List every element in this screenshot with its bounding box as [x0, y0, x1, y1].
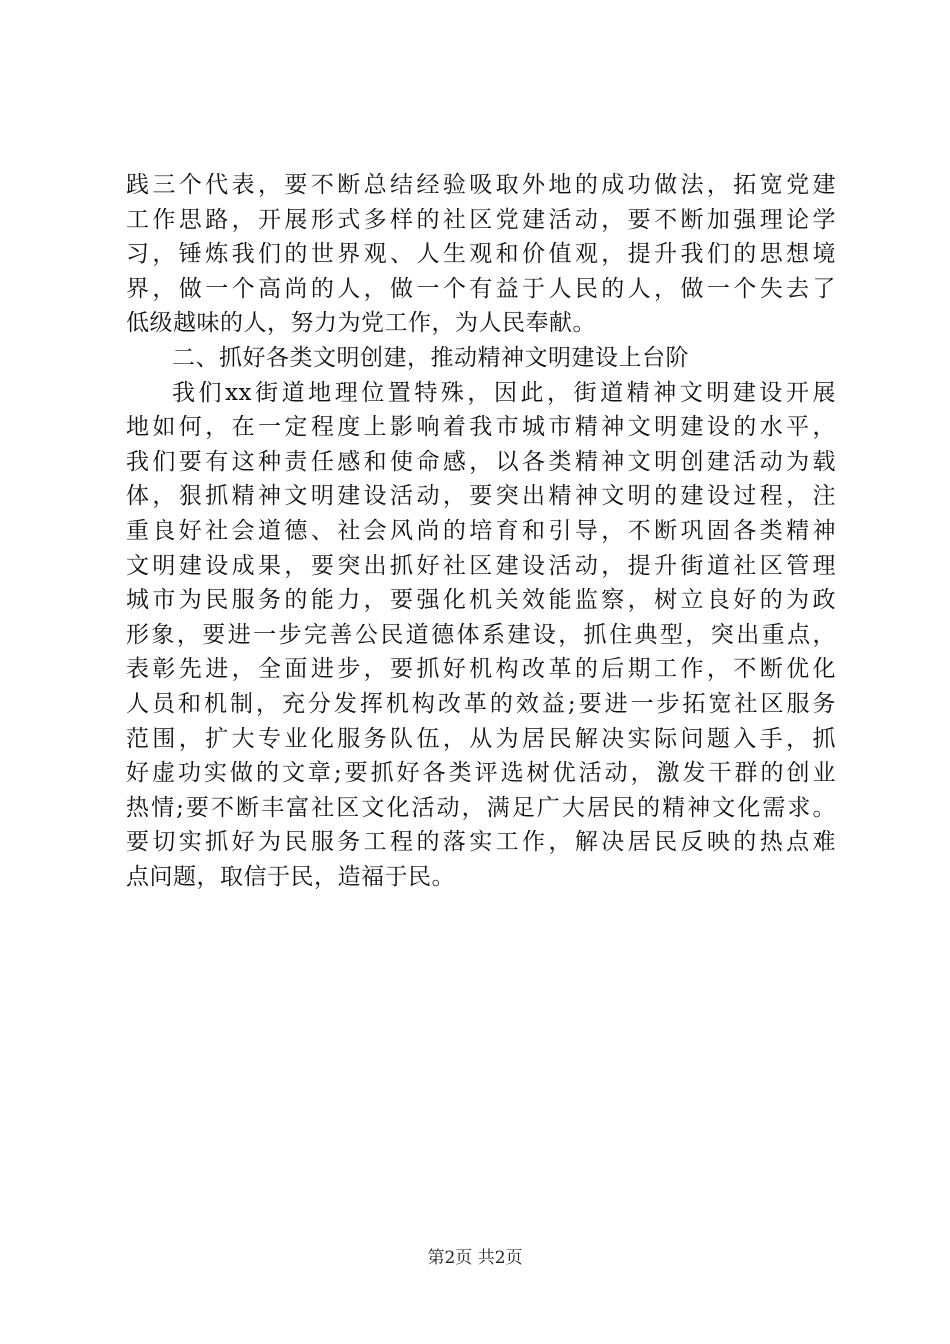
- text-line: 点问题，取信于民，造福于民。: [126, 863, 455, 890]
- text-line: 人员和机制，充分发挥机构改革的效益;要进一步拓宽社区服务: [126, 690, 836, 717]
- document-body: [126, 168, 836, 894]
- text-line: 我们要有这种责任感和使命感，以各类精神文明创建活动为载: [126, 448, 836, 475]
- text-line: 好虚功实做的文章;要抓好各类评选树优活动，激发干群的创业: [126, 760, 836, 787]
- text-line: 形象，要进一步完善公民道德体系建设，抓住典型，突出重点，: [126, 621, 836, 648]
- text-line: 习，锤炼我们的世界观、人生观和价值观，提升我们的思想境: [126, 241, 836, 268]
- text-line: 我们xx街道地理位置特殊，因此，街道精神文明建设开展: [172, 379, 836, 406]
- text-line: 表彰先进，全面进步，要抓好机构改革的后期工作，不断优化: [126, 656, 836, 683]
- paragraph-1: [126, 168, 836, 341]
- text-line: 重良好社会道德、社会风尚的培育和引导，不断巩固各类精神: [126, 517, 836, 544]
- text-line: 地如何，在一定程度上影响着我市城市精神文明建设的水平，: [126, 414, 836, 441]
- text-line: 范围，扩大专业化服务队伍，从为居民解决实际问题入手，抓: [126, 725, 836, 752]
- text-line: 要切实抓好为民服务工程的落实工作，解决居民反映的热点难: [126, 829, 836, 856]
- text-line: 文明建设成果，要突出抓好社区建设活动，提升街道社区管理: [126, 552, 836, 579]
- text-line: 低级越味的人，努力为党工作，为人民奉献。: [126, 310, 596, 337]
- text-line: 践三个代表，要不断总结经验吸取外地的成功做法，拓宽党建: [126, 172, 836, 198]
- text-line: 工作思路，开展形式多样的社区党建活动，要不断加强理论学: [126, 206, 836, 233]
- text-line: 界，做一个高尚的人，做一个有益于人民的人，做一个失去了: [126, 275, 836, 302]
- text-line: 城市为民服务的能力，要强化机关效能监察，树立良好的为政: [126, 587, 836, 614]
- section-heading: 二、抓好各类文明创建，推动精神文明建设上台阶: [172, 344, 689, 371]
- text-line: 热情;要不断丰富社区文化活动，满足广大居民的精神文化需求。: [126, 794, 836, 821]
- text-line: 体，狠抓精神文明建设活动，要突出精神文明的建设过程，注: [126, 483, 836, 510]
- page-footer: 第2页 共2页: [427, 1248, 523, 1268]
- paragraph-2: [126, 376, 836, 895]
